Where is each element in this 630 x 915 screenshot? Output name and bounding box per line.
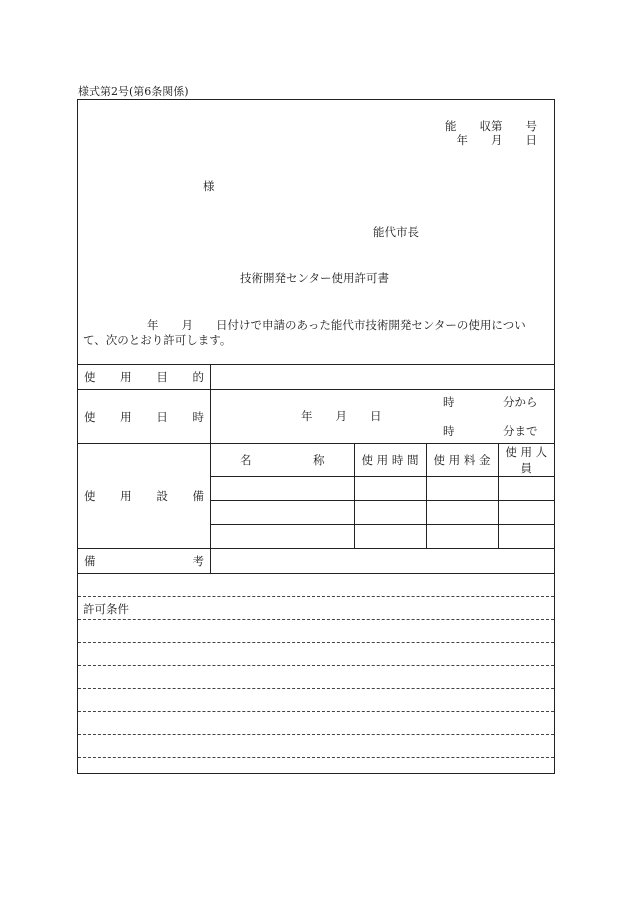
remarks-label: [78, 549, 211, 574]
conditions-line[interactable]: [78, 574, 554, 597]
purpose-label: [78, 365, 211, 390]
conditions-line[interactable]: [78, 758, 554, 780]
label-char: 使: [84, 370, 96, 384]
label-char: 設: [156, 489, 168, 503]
remarks-value-field[interactable]: [211, 549, 555, 574]
equipment-name-cell[interactable]: [211, 501, 354, 525]
purpose-value-field[interactable]: [211, 365, 555, 390]
usage-date: 年 月 日: [301, 409, 382, 423]
issuer-name: 能代市長: [373, 225, 419, 239]
label-char: 備: [84, 554, 96, 568]
conditions-line[interactable]: [78, 643, 554, 666]
permit-form: [77, 99, 555, 774]
label-char: 目: [156, 370, 168, 384]
usage-fee-cell[interactable]: [426, 501, 498, 525]
usage-table: [78, 364, 554, 573]
datetime-label: [78, 390, 211, 444]
document-title: 技術開発センター使用許可書: [240, 271, 390, 285]
datetime-row: [78, 390, 554, 444]
conditions-label: 許可条件: [83, 602, 129, 616]
conditions-line[interactable]: [78, 620, 554, 643]
label-char: 的: [192, 370, 204, 384]
label-char: 用: [120, 370, 132, 384]
usage-time-cell[interactable]: [354, 477, 426, 501]
label-char: 考: [192, 554, 204, 568]
header-char: 称: [313, 453, 325, 467]
conditions-line[interactable]: [78, 689, 554, 712]
usage-time-cell[interactable]: [354, 525, 426, 549]
equipment-entry-row: [211, 525, 554, 549]
conditions-line[interactable]: [78, 712, 554, 735]
label-char: 用: [120, 409, 132, 424]
end-minute: 分まで: [503, 424, 538, 438]
label-char: 日: [156, 409, 168, 424]
equipment-entry-row: [211, 477, 554, 501]
label-char: 使: [84, 409, 96, 424]
document-number: 能 収第 号: [445, 119, 537, 133]
body-text-line2: て、次のとおり許可します。: [83, 333, 232, 347]
conditions-line[interactable]: [78, 597, 554, 620]
datetime-value-field[interactable]: [211, 390, 555, 444]
permit-header: [78, 100, 554, 364]
equipment-grid-cell: [211, 444, 555, 549]
usage-people-cell[interactable]: [498, 501, 554, 525]
label-char: 時: [192, 409, 204, 424]
purpose-row: [78, 365, 554, 390]
usage-time-header: 使 用 時 間: [354, 444, 426, 477]
conditions-line[interactable]: [78, 666, 554, 689]
addressee-suffix: 様: [203, 179, 215, 193]
header-char: 名: [240, 453, 252, 467]
start-minute: 分から: [503, 395, 538, 409]
remarks-row: [78, 549, 554, 574]
conditions-area: [78, 573, 554, 780]
form-number-label: 様式第2号(第6条関係): [78, 85, 189, 98]
equipment-header-row: [211, 444, 554, 477]
usage-people-header: 使 用 人 員: [498, 444, 554, 477]
equipment-name-header: [211, 444, 354, 477]
usage-people-cell[interactable]: [498, 477, 554, 501]
body-text-line1: 年 月 日付けで申請のあった能代市技術開発センターの使用につい: [147, 318, 526, 332]
equipment-label: [78, 444, 211, 549]
start-hour: 時: [443, 395, 455, 409]
equipment-entry-row: [211, 501, 554, 525]
label-char: 用: [120, 489, 132, 503]
usage-fee-cell[interactable]: [426, 525, 498, 549]
equipment-table: [211, 444, 554, 548]
issue-date: 年 月 日: [456, 133, 537, 147]
usage-fee-cell[interactable]: [426, 477, 498, 501]
equipment-name-cell[interactable]: [211, 477, 354, 501]
end-hour: 時: [443, 424, 455, 438]
label-char: 使: [84, 489, 96, 503]
label-char: 備: [192, 489, 204, 503]
equipment-name-cell[interactable]: [211, 525, 354, 549]
equipment-row: [78, 444, 554, 549]
usage-people-cell[interactable]: [498, 525, 554, 549]
usage-time-cell[interactable]: [354, 501, 426, 525]
conditions-line[interactable]: [78, 735, 554, 758]
usage-fee-header: 使 用 料 金: [426, 444, 498, 477]
